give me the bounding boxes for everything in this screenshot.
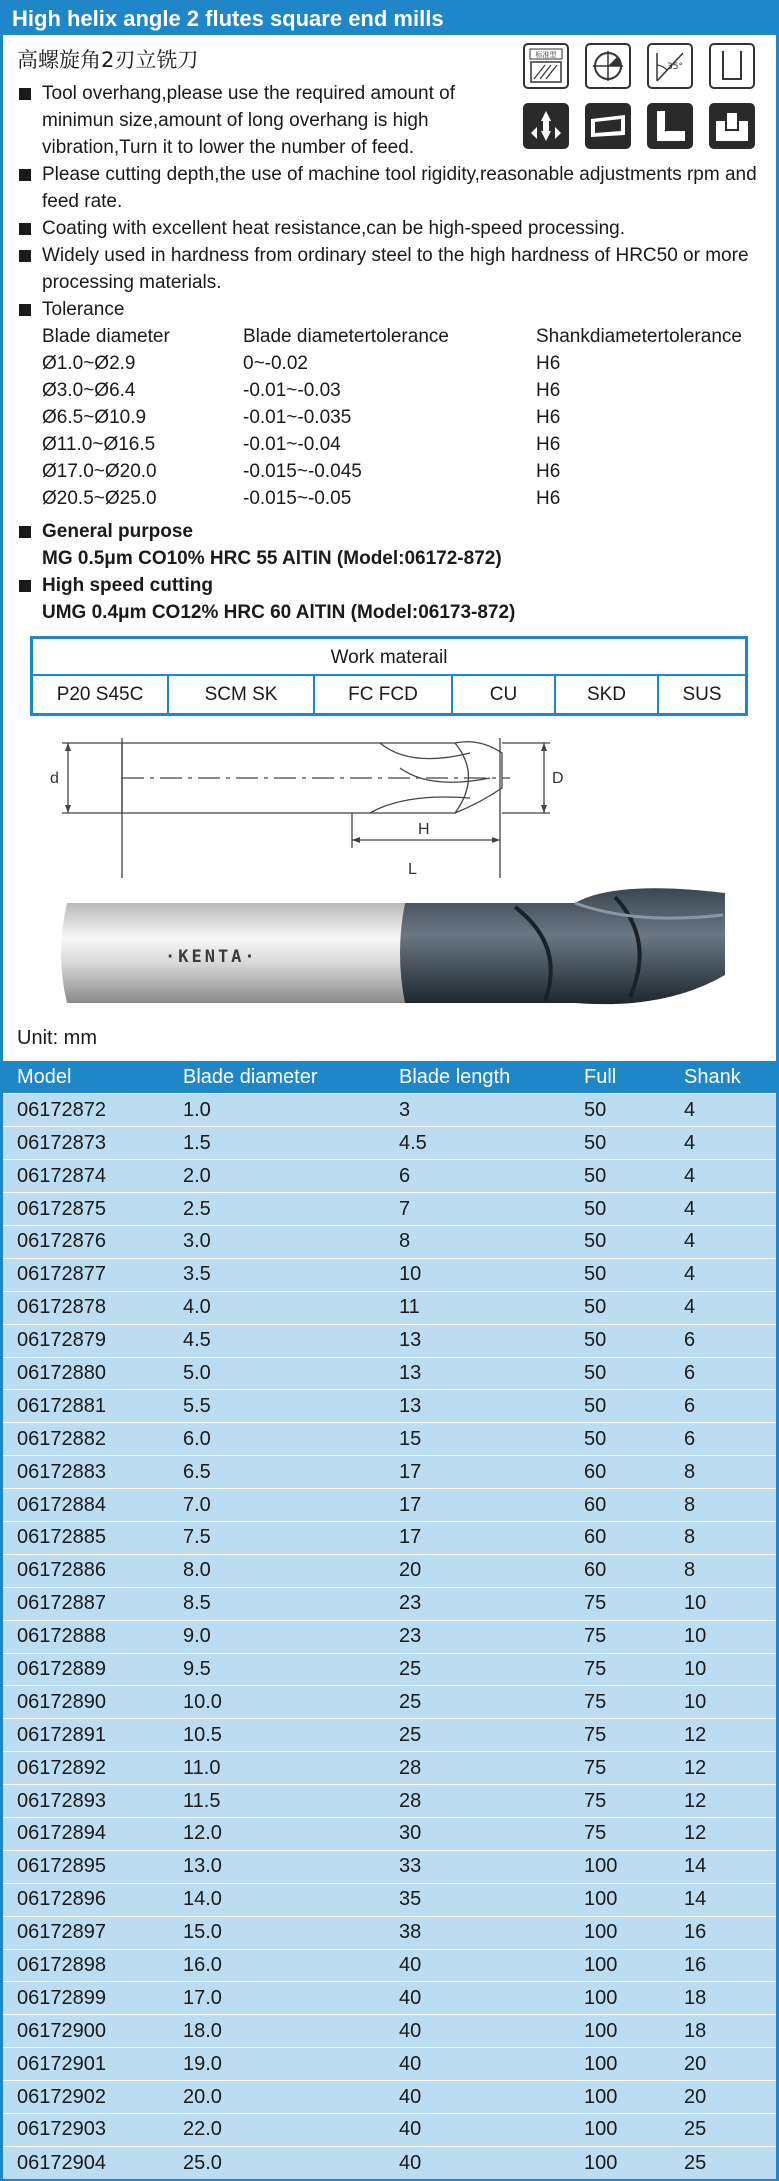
table-cell: 60 <box>570 1554 670 1587</box>
grade-section <box>17 518 757 626</box>
table-cell: 16 <box>670 1949 776 1982</box>
table-cell: 17 <box>385 1521 570 1554</box>
length-H-label: H <box>418 821 430 838</box>
table-cell: 12 <box>670 1752 776 1785</box>
bullet-text: Widely used in hardness from ordinary steel to the high hardness of HRC50 or more processing materials. <box>42 245 749 293</box>
table-cell: 1.5 <box>169 1127 385 1160</box>
table-cell: 12 <box>670 1785 776 1818</box>
tolerance-header: Shankdiametertolerance <box>536 326 742 347</box>
tolerance-cell: H6 <box>536 380 561 401</box>
tolerance-cell: Ø11.0~Ø16.5 <box>42 434 156 455</box>
table-row <box>3 2081 776 2114</box>
table-cell: 06172885 <box>3 1521 169 1554</box>
table-cell: 50 <box>570 1357 670 1390</box>
standard-type-label: 标准型 <box>535 51 557 59</box>
tolerance-cell: Ø17.0~Ø20.0 <box>42 461 157 482</box>
table-row <box>3 1916 776 1949</box>
table-cell: 06172897 <box>3 1916 169 1949</box>
table-cell: 8 <box>670 1456 776 1489</box>
table-cell: 8 <box>670 1554 776 1587</box>
general-purpose-spec: MG 0.5μm CO10% HRC 55 AlTIN (Model:06172-872) <box>42 548 502 569</box>
table-cell: 06172893 <box>3 1785 169 1818</box>
table-cell: 50 <box>570 1390 670 1423</box>
table-cell: 10.5 <box>169 1719 385 1752</box>
table-cell: 12 <box>670 1719 776 1752</box>
table-cell: 60 <box>570 1456 670 1489</box>
table-row <box>3 1554 776 1587</box>
table-cell: 06172886 <box>3 1554 169 1587</box>
table-row <box>3 1719 776 1752</box>
table-cell: 06172890 <box>3 1686 169 1719</box>
table-cell: 22.0 <box>169 2114 385 2147</box>
table-cell: 6.5 <box>169 1456 385 1489</box>
table-cell: 38 <box>385 1916 570 1949</box>
table-cell: 5.0 <box>169 1357 385 1390</box>
table-cell: 100 <box>570 1883 670 1916</box>
table-cell: 06172889 <box>3 1653 169 1686</box>
table-row <box>3 2048 776 2081</box>
table-cell: 9.0 <box>169 1620 385 1653</box>
table-cell: 4 <box>670 1127 776 1160</box>
table-row <box>3 1160 776 1193</box>
table-cell: 6 <box>670 1357 776 1390</box>
table-cell: 16.0 <box>169 1949 385 1982</box>
table-cell: 13.0 <box>169 1850 385 1883</box>
table-row <box>3 1423 776 1456</box>
tolerance-cell: H6 <box>536 488 561 509</box>
tolerance-cell: H6 <box>536 407 561 428</box>
table-cell: 6 <box>670 1390 776 1423</box>
table-row <box>3 1357 776 1390</box>
table-cell: 14 <box>670 1883 776 1916</box>
high-speed-label: High speed cutting <box>42 575 213 596</box>
table-cell: 40 <box>385 1949 570 1982</box>
table-row <box>3 1456 776 1489</box>
work-material-table <box>30 636 748 716</box>
table-cell: 30 <box>385 1817 570 1850</box>
tolerance-row <box>42 458 772 485</box>
table-cell: 13 <box>385 1390 570 1423</box>
work-material-cell: P20 S45C <box>33 676 169 713</box>
table-cell: 100 <box>570 2015 670 2048</box>
table-cell: 4 <box>670 1094 776 1127</box>
tolerance-header-row <box>42 323 772 350</box>
bullet-item <box>17 80 507 161</box>
table-row <box>3 1094 776 1127</box>
table-cell: 13 <box>385 1357 570 1390</box>
diameter-D-label: D <box>552 770 564 787</box>
table-cell: 15 <box>385 1423 570 1456</box>
table-cell: 3.5 <box>169 1258 385 1291</box>
bullet-text: Coating with excellent heat resistance,can be high-speed processing. <box>42 218 626 239</box>
bullet-square-icon <box>19 88 31 100</box>
table-cell: 100 <box>570 1949 670 1982</box>
table-cell: 4 <box>670 1258 776 1291</box>
bullet-item <box>17 242 767 296</box>
table-row <box>3 1521 776 1554</box>
tolerance-cell: Ø20.5~Ø25.0 <box>42 488 157 509</box>
high-speed-spec: UMG 0.4μm CO12% HRC 60 AlTIN (Model:06173-872) <box>42 602 516 623</box>
tolerance-cell: -0.01~-0.035 <box>243 407 352 428</box>
table-cell: 06172883 <box>3 1456 169 1489</box>
table-header-row <box>3 1061 776 1094</box>
length-L-label: L <box>408 861 417 878</box>
table-cell: 12 <box>670 1817 776 1850</box>
table-cell: 33 <box>385 1850 570 1883</box>
tolerance-row <box>42 404 772 431</box>
table-cell: 06172872 <box>3 1094 169 1127</box>
table-cell: 16 <box>670 1916 776 1949</box>
table-cell: 4 <box>670 1225 776 1258</box>
table-cell: 4.5 <box>169 1324 385 1357</box>
table-cell: 75 <box>570 1719 670 1752</box>
table-cell: 23 <box>385 1620 570 1653</box>
table-cell: 5.5 <box>169 1390 385 1423</box>
table-cell: 8.0 <box>169 1554 385 1587</box>
helix-angle-label: 35° <box>667 62 683 72</box>
table-cell: 20 <box>670 2081 776 2114</box>
table-cell: 3 <box>385 1094 570 1127</box>
table-row <box>3 2114 776 2147</box>
feature-bullets <box>17 80 767 323</box>
table-cell: 06172876 <box>3 1225 169 1258</box>
table-cell: 1.0 <box>169 1094 385 1127</box>
table-cell: 10 <box>670 1587 776 1620</box>
table-cell: 100 <box>570 2081 670 2114</box>
table-cell: 15.0 <box>169 1916 385 1949</box>
table-cell: 06172887 <box>3 1587 169 1620</box>
table-row <box>3 1686 776 1719</box>
table-cell: 11 <box>385 1291 570 1324</box>
table-cell: 3.0 <box>169 1225 385 1258</box>
table-row <box>3 1489 776 1522</box>
table-row <box>3 2015 776 2048</box>
table-cell: 8 <box>670 1521 776 1554</box>
table-cell: 06172900 <box>3 2015 169 2048</box>
tolerance-cell: 0~-0.02 <box>243 353 308 374</box>
bullet-square-icon <box>19 169 31 181</box>
table-row <box>3 1883 776 1916</box>
table-cell: 06172892 <box>3 1752 169 1785</box>
end-mill-drawing <box>50 728 690 883</box>
table-cell: 06172874 <box>3 1160 169 1193</box>
table-cell: 06172875 <box>3 1193 169 1226</box>
table-cell: 28 <box>385 1752 570 1785</box>
table-cell: 25 <box>385 1653 570 1686</box>
table-cell: 25 <box>385 1719 570 1752</box>
table-cell: 17 <box>385 1489 570 1522</box>
table-cell: 50 <box>570 1127 670 1160</box>
table-cell: 10 <box>385 1258 570 1291</box>
table-cell: 75 <box>570 1686 670 1719</box>
end-mill-photo <box>55 885 730 1020</box>
table-cell: 9.5 <box>169 1653 385 1686</box>
table-cell: 06172902 <box>3 2081 169 2114</box>
table-cell: 25 <box>385 1686 570 1719</box>
specification-table <box>3 1061 776 2179</box>
table-cell: 28 <box>385 1785 570 1818</box>
table-cell: 7 <box>385 1193 570 1226</box>
chinese-subtitle: 高螺旋角2刃立铣刀 <box>17 48 199 72</box>
table-cell: 06172891 <box>3 1719 169 1752</box>
table-cell: 100 <box>570 2048 670 2081</box>
table-cell: 100 <box>570 2114 670 2147</box>
table-cell: 4 <box>670 1160 776 1193</box>
table-cell: 06172877 <box>3 1258 169 1291</box>
table-row <box>3 1193 776 1226</box>
table-cell: 7.0 <box>169 1489 385 1522</box>
table-cell: 18 <box>670 1982 776 2015</box>
table-cell: 14 <box>670 1850 776 1883</box>
table-cell: 06172888 <box>3 1620 169 1653</box>
table-cell: 12.0 <box>169 1817 385 1850</box>
table-cell: 40 <box>385 2114 570 2147</box>
tolerance-cell: -0.01~-0.04 <box>243 434 341 455</box>
table-cell: 50 <box>570 1160 670 1193</box>
table-cell: 40 <box>385 2146 570 2179</box>
table-cell: 6.0 <box>169 1423 385 1456</box>
table-cell: 100 <box>570 1916 670 1949</box>
table-cell: 06172903 <box>3 2114 169 2147</box>
bullet-square-icon <box>19 526 31 538</box>
table-row <box>3 1587 776 1620</box>
table-cell: 10.0 <box>169 1686 385 1719</box>
table-cell: 18.0 <box>169 2015 385 2048</box>
tolerance-cell: Ø3.0~Ø6.4 <box>42 380 136 401</box>
brand-engraving: ·KENTA· <box>165 947 258 967</box>
table-cell: 40 <box>385 1982 570 2015</box>
column-header: Blade length <box>399 1065 511 1088</box>
table-cell: 10 <box>670 1620 776 1653</box>
table-cell: 25.0 <box>169 2146 385 2179</box>
column-header: Blade diameter <box>183 1065 318 1088</box>
table-cell: 8 <box>670 1489 776 1522</box>
table-cell: 4.0 <box>169 1291 385 1324</box>
table-cell: 20 <box>385 1554 570 1587</box>
table-cell: 17 <box>385 1456 570 1489</box>
tolerance-cell: -0.01~-0.03 <box>243 380 341 401</box>
table-cell: 06172896 <box>3 1883 169 1916</box>
tolerance-cell: -0.015~-0.05 <box>243 488 352 509</box>
table-row <box>3 1752 776 1785</box>
unit-label: Unit: mm <box>17 1027 97 1049</box>
tolerance-header: Blade diameter <box>42 326 170 347</box>
table-row <box>3 2146 776 2179</box>
table-cell: 75 <box>570 1653 670 1686</box>
table-cell: 40 <box>385 2015 570 2048</box>
table-cell: 06172901 <box>3 2048 169 2081</box>
general-purpose-heading <box>17 518 757 545</box>
tolerance-table <box>42 323 772 512</box>
work-material-cell: SUS <box>682 684 722 705</box>
bullet-square-icon <box>19 223 31 235</box>
table-cell: 40 <box>385 2048 570 2081</box>
table-row <box>3 1949 776 1982</box>
tolerance-cell: -0.015~-0.045 <box>243 461 362 482</box>
table-cell: 50 <box>570 1258 670 1291</box>
table-cell: 06172879 <box>3 1324 169 1357</box>
bullet-square-icon <box>19 580 31 592</box>
bullet-text: Tool overhang,please use the required amount of minimun size,amount of long overhang is high vibration,Turn it to lower the number of feed. <box>42 83 455 158</box>
diameter-d-label: d <box>50 770 59 787</box>
table-cell: 50 <box>570 1225 670 1258</box>
work-material-cell: SKD <box>556 676 659 713</box>
column-header: Full <box>584 1065 617 1088</box>
table-row <box>3 1324 776 1357</box>
table-cell: 19.0 <box>169 2048 385 2081</box>
table-cell: 6 <box>385 1160 570 1193</box>
table-cell: 06172898 <box>3 1949 169 1982</box>
table-cell: 75 <box>570 1817 670 1850</box>
bullet-item <box>17 215 767 242</box>
tolerance-row <box>42 485 772 512</box>
table-cell: 100 <box>570 1982 670 2015</box>
work-material-cell: CU <box>453 676 556 713</box>
table-cell: 06172904 <box>3 2146 169 2179</box>
tolerance-cell: Ø1.0~Ø2.9 <box>42 353 136 374</box>
table-cell: 13 <box>385 1324 570 1357</box>
table-cell: 06172895 <box>3 1850 169 1883</box>
table-cell: 18 <box>670 2015 776 2048</box>
table-cell: 06172881 <box>3 1390 169 1423</box>
tolerance-heading-text: Tolerance <box>42 299 125 320</box>
table-cell: 50 <box>570 1291 670 1324</box>
table-cell: 11.5 <box>169 1785 385 1818</box>
tolerance-heading <box>17 296 767 323</box>
table-cell: 8.5 <box>169 1587 385 1620</box>
table-row <box>3 1850 776 1883</box>
table-cell: 6 <box>670 1324 776 1357</box>
table-cell: 06172880 <box>3 1357 169 1390</box>
table-cell: 4 <box>670 1291 776 1324</box>
table-row <box>3 1225 776 1258</box>
table-cell: 06172899 <box>3 1982 169 2015</box>
work-material-heading: Work materail <box>33 639 745 676</box>
table-row <box>3 1653 776 1686</box>
table-cell: 2.0 <box>169 1160 385 1193</box>
table-cell: 10 <box>670 1653 776 1686</box>
table-row <box>3 1258 776 1291</box>
table-cell: 14.0 <box>169 1883 385 1916</box>
table-cell: 06172882 <box>3 1423 169 1456</box>
table-row <box>3 1291 776 1324</box>
table-cell: 4 <box>670 1193 776 1226</box>
table-cell: 06172884 <box>3 1489 169 1522</box>
work-material-cell: SCM SK <box>169 676 315 713</box>
table-cell: 8 <box>385 1225 570 1258</box>
bullet-square-icon <box>19 250 31 262</box>
general-purpose-label: General purpose <box>42 521 193 542</box>
table-cell: 75 <box>570 1752 670 1785</box>
table-cell: 60 <box>570 1489 670 1522</box>
table-cell: 6 <box>670 1423 776 1456</box>
table-row <box>3 1127 776 1160</box>
tolerance-row <box>42 377 772 404</box>
table-cell: 50 <box>570 1423 670 1456</box>
table-cell: 2.5 <box>169 1193 385 1226</box>
bullet-item <box>17 161 767 215</box>
page-title: High helix angle 2 flutes square end mills <box>3 3 776 35</box>
table-row <box>3 1817 776 1850</box>
table-row <box>3 1620 776 1653</box>
table-cell: 100 <box>570 2146 670 2179</box>
column-header: Shank <box>684 1065 741 1088</box>
table-row <box>3 1785 776 1818</box>
table-cell: 75 <box>570 1587 670 1620</box>
high-speed-heading <box>17 572 757 599</box>
table-cell: 06172878 <box>3 1291 169 1324</box>
table-body <box>3 1094 776 2179</box>
table-cell: 11.0 <box>169 1752 385 1785</box>
table-row <box>3 1390 776 1423</box>
tolerance-header: Blade diametertolerance <box>243 326 449 347</box>
table-cell: 10 <box>670 1686 776 1719</box>
tolerance-cell: Ø6.5~Ø10.9 <box>42 407 147 428</box>
tolerance-cell: H6 <box>536 353 561 374</box>
tolerance-row <box>42 431 772 458</box>
table-cell: 40 <box>385 2081 570 2114</box>
table-cell: 50 <box>570 1324 670 1357</box>
table-row <box>3 1982 776 2015</box>
table-cell: 25 <box>670 2146 776 2179</box>
table-cell: 20 <box>670 2048 776 2081</box>
column-header: Model <box>17 1065 72 1088</box>
table-cell: 4.5 <box>385 1127 570 1160</box>
table-cell: 06172894 <box>3 1817 169 1850</box>
table-cell: 75 <box>570 1785 670 1818</box>
table-cell: 100 <box>570 1850 670 1883</box>
table-cell: 60 <box>570 1521 670 1554</box>
table-cell: 7.5 <box>169 1521 385 1554</box>
tolerance-cell: H6 <box>536 461 561 482</box>
table-cell: 50 <box>570 1193 670 1226</box>
tolerance-row <box>42 350 772 377</box>
work-material-cell: FC FCD <box>315 676 453 713</box>
table-cell: 23 <box>385 1587 570 1620</box>
table-cell: 20.0 <box>169 2081 385 2114</box>
table-cell: 06172873 <box>3 1127 169 1160</box>
tolerance-cell: H6 <box>536 434 561 455</box>
table-cell: 50 <box>570 1094 670 1127</box>
bullet-text: Please cutting depth,the use of machine tool rigidity,reasonable adjustments rpm and feed rate. <box>42 164 757 212</box>
bullet-square-icon <box>19 304 31 316</box>
table-cell: 75 <box>570 1620 670 1653</box>
table-cell: 35 <box>385 1883 570 1916</box>
table-cell: 25 <box>670 2114 776 2147</box>
table-cell: 17.0 <box>169 1982 385 2015</box>
work-material-row <box>33 676 745 713</box>
